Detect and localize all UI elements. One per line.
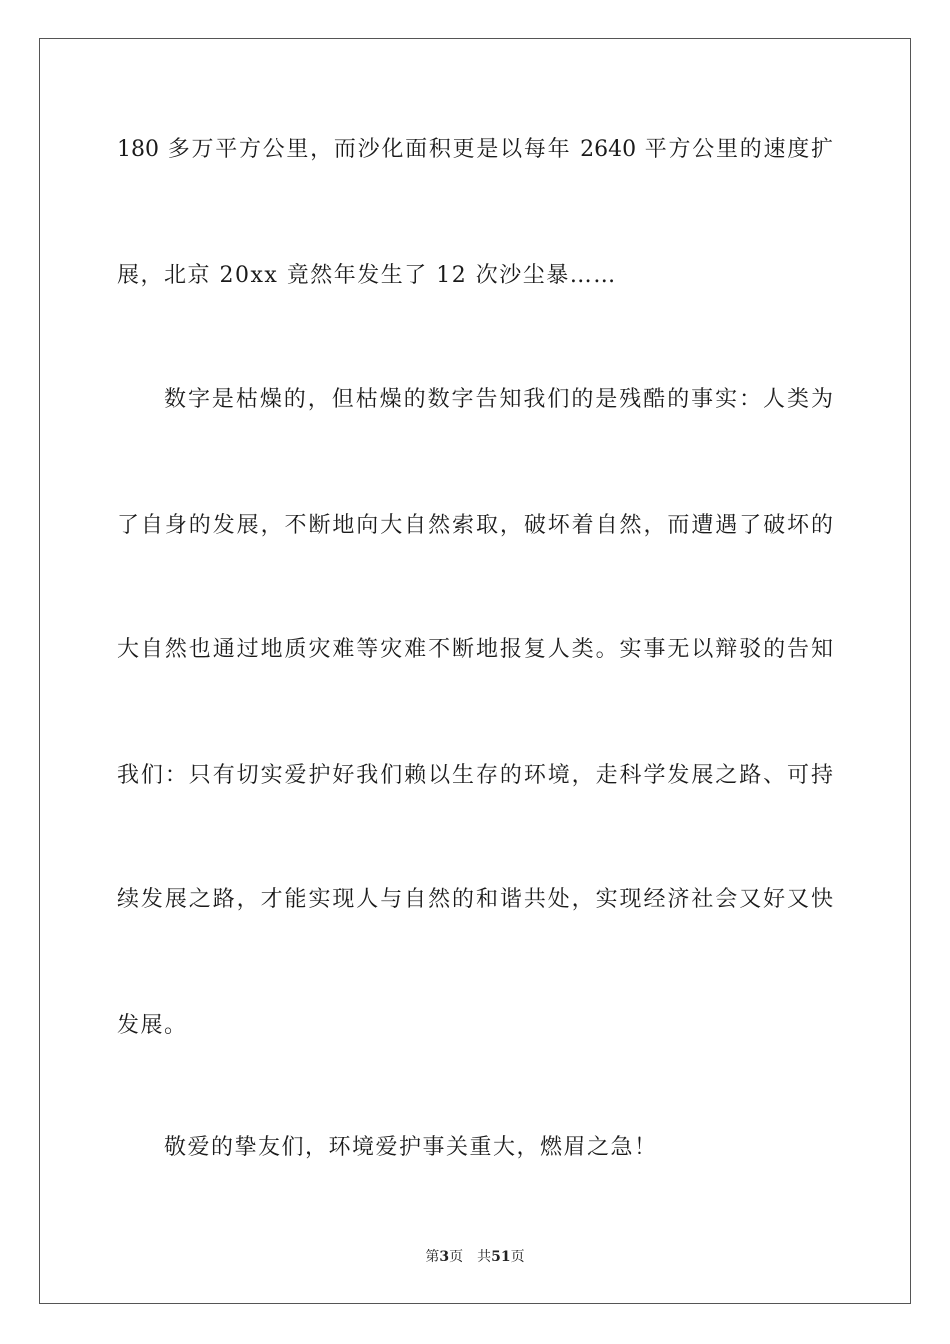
- paragraph-line: 了自身的发展，不断地向大自然索取，破坏着自然，而遭遇了破坏的: [117, 513, 833, 538]
- paragraph-line: 我们：只有切实爱护好我们赖以生存的环境，走科学发展之路、可持: [117, 763, 833, 788]
- paragraph-line: 180 多万平方公里，而沙化面积更是以每年 2640 平方公里的速度扩: [117, 137, 833, 162]
- paragraph-line: 续发展之路，才能实现人与自然的和谐共处，实现经济社会又好又快: [117, 887, 833, 912]
- page-border: [39, 38, 911, 1304]
- page-footer: [0, 1248, 950, 1266]
- total-pages: 51: [491, 1249, 511, 1265]
- paragraph-line: 数字是枯燥的，但枯燥的数字告知我们的是残酷的事实：人类为: [164, 387, 833, 412]
- paragraph-line: 敬爱的挚友们，环境爱护事关重大，燃眉之急！: [164, 1135, 658, 1160]
- total-suffix: 页: [510, 1249, 525, 1265]
- page-suffix: 页: [449, 1249, 464, 1265]
- paragraph-line: 大自然也通过地质灾难等灾难不断地报复人类。实事无以辩驳的告知: [117, 637, 833, 662]
- page-number: 3: [439, 1249, 450, 1265]
- page-prefix: 第: [425, 1249, 440, 1265]
- total-prefix: 共: [477, 1249, 492, 1265]
- paragraph-line: 发展。: [117, 1013, 188, 1038]
- paragraph-line: 展，北京 20xx 竟然年发生了 12 次沙尘暴……: [117, 263, 617, 288]
